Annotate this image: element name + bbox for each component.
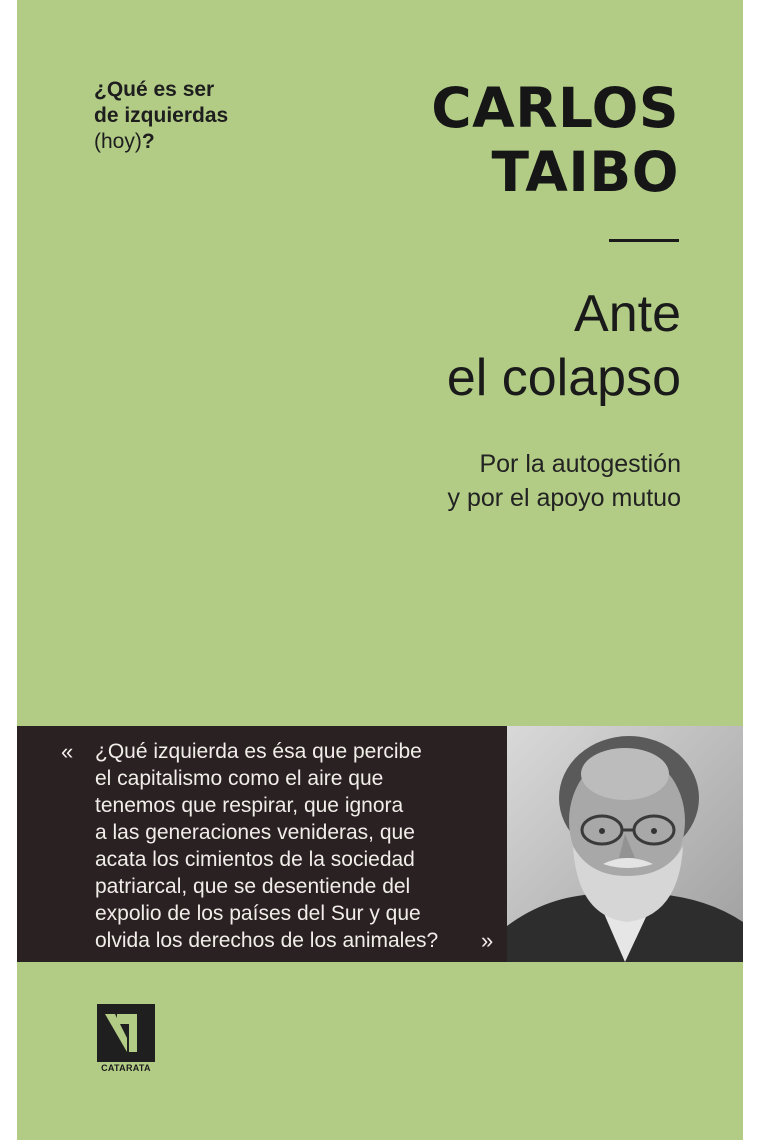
- author-portrait: [507, 726, 743, 962]
- book-cover: [17, 0, 743, 1140]
- blurb-quote-text: ¿Qué izquierda es ésa que percibe el capitalismo como el aire que tenemos que respirar, que ignora a las generaciones venideras, que acata los cimientos de la sociedad patriarcal, que se desentiende del expolio de los países del Sur y que olvida los derechos de los animales?: [95, 740, 439, 952]
- series-title: [94, 77, 228, 155]
- publisher-logo: [97, 1004, 155, 1074]
- book-subtitle: [448, 447, 681, 515]
- series-line-3-light: (hoy): [94, 130, 142, 153]
- author-name: [431, 76, 679, 204]
- close-quote-mark: »: [481, 928, 494, 953]
- open-quote-mark: «: [61, 739, 74, 764]
- series-line-3-bold: ?: [141, 130, 155, 153]
- series-line-2: de izquierdas: [94, 104, 229, 127]
- book-title-line-1: Ante: [574, 285, 681, 343]
- book-title-line-2: el colapso: [446, 349, 681, 407]
- title-divider: [609, 239, 679, 242]
- publisher-name: CATARATA: [101, 1063, 151, 1073]
- publisher-logo-icon: [97, 1004, 155, 1062]
- book-subtitle-line-1: Por la autogestión: [479, 450, 681, 478]
- book-subtitle-line-2: y por el apoyo mutuo: [447, 484, 681, 512]
- blurb-quote: [61, 738, 511, 954]
- book-title: [447, 282, 681, 410]
- series-line-3: [94, 129, 228, 155]
- author-portrait-image: [507, 726, 743, 962]
- author-first-name: CARLOS: [431, 76, 679, 140]
- quote-band: [17, 726, 743, 962]
- author-last-name: TAIBO: [491, 140, 679, 204]
- series-line-1: ¿Qué es ser: [94, 78, 215, 101]
